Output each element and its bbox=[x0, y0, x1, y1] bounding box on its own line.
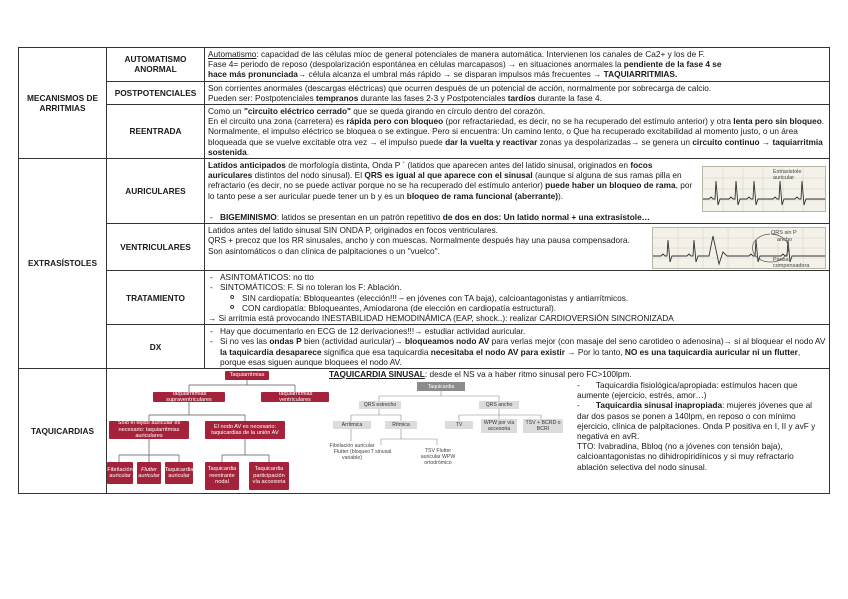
ecg-annotation: Extrasistole auricular bbox=[773, 169, 802, 182]
list-item: - Taquicardia sinusal inapropiada: mujeres jóvenes que al dar dos pasos se ponen a 140lpm, en reposo o con mínimo ejercicio, clínica de palpitaciones. Onda P positiva en I, II y avF y negativa en avR. bbox=[577, 400, 816, 442]
list-item: - SINTOMÁTICOS: F. Si no toleran los F: Ablación. bbox=[208, 282, 826, 292]
ventriculares-cell bbox=[205, 224, 830, 271]
table-row bbox=[19, 369, 830, 494]
flowchart2-node: WPW por vía accesoria bbox=[481, 419, 517, 433]
mecanismos-header: MECANISMOS DE ARRITMIAS bbox=[19, 48, 107, 159]
list-item: o CON cardiopatía: Bbloqueantes, Amiodarona (de elección en cardiopatía estructural). bbox=[208, 303, 826, 313]
ecg-annotation-ancho: ancho bbox=[777, 237, 792, 244]
flowchart-leaf: Taquicardia reentrante nodal bbox=[205, 462, 239, 490]
postpotenciales-label: POSTPOTENCIALES bbox=[107, 81, 205, 104]
dx-text bbox=[205, 325, 830, 369]
tratamiento-text bbox=[205, 271, 830, 325]
flowchart2-node: Arrítmica bbox=[333, 421, 371, 429]
flowchart-leaf: Taquicardia auricular bbox=[165, 462, 193, 484]
table-row bbox=[19, 271, 830, 325]
taquicardias-cell bbox=[107, 369, 830, 494]
flowchart2-connectors bbox=[329, 381, 569, 493]
table-row bbox=[19, 159, 830, 224]
flowchart-node: El nodo AV es necesario: taquicardias de la unión AV bbox=[205, 421, 285, 439]
arrhythmia-notes-table bbox=[18, 47, 830, 494]
extrasistoles-header: EXTRASÍSTOLES bbox=[19, 159, 107, 369]
table-row bbox=[19, 81, 830, 104]
table-row bbox=[19, 224, 830, 271]
ventricular-extrasystole-ecg-image bbox=[652, 227, 826, 269]
flowchart-leaf: Fibrilación auricular bbox=[107, 462, 133, 484]
list-item: - ASINTOMÁTICOS: no tto bbox=[208, 272, 826, 282]
flowchart2-leaf: T sinusal bbox=[370, 449, 392, 456]
table-row bbox=[19, 325, 830, 369]
flowchart2-node: TV bbox=[445, 421, 473, 429]
ecg-annotation-qrs: QRS sin P bbox=[771, 230, 797, 237]
list-item: o SIN cardiopatía: Bbloqueantes (elección!!! – en jóvenes con TA baja), calcioantagonistas y antiarrítmicos. bbox=[208, 293, 826, 303]
reentrada-text: Como un "circuito eléctrico cerrado" que se queda girando en círculo dentro del corazón. En el circuito una zona (carretera) es rápida pero con bloqueo (por refractariedad, es decir, no se ha recuperado del estímulo anterior) y otra lenta pero sin bloqueo. Normalmente, el impulso eléctrico se bloquea o se extingue. Pero si encuentra: Un camino lento, o Que ha recuperado excitabilidad al momento justo, o un área bloqueada que se vuelve excitable otra vez → el impulso puede dar la vuelta y reactivar zonas ya despolarizadas→ se genera un circuito continuo → taquiarritmia sostenida. bbox=[205, 105, 830, 159]
flowchart2-node: Rítmica bbox=[385, 421, 417, 429]
taquicardias-header: TAQUICARDIAS bbox=[19, 369, 107, 494]
flowchart-node: Taquiarritmias bbox=[225, 371, 269, 380]
table-row bbox=[19, 48, 830, 82]
atrial-extrasystole-ecg-image bbox=[702, 166, 826, 212]
flowchart2-leaf: TSV Flutter auricular WPW ortodrómico bbox=[420, 448, 456, 467]
auriculares-cell bbox=[205, 159, 830, 224]
list-item: - Taquicardia fisiológica/apropiada: estímulos hacen que aumente (ejercicio, estrés, amor…) bbox=[577, 380, 798, 401]
flowchart2-node: QRS estrecho bbox=[359, 401, 401, 409]
flowchart2-node: Taquicardia bbox=[417, 382, 465, 391]
list-item: - Hay que documentarlo en ECG de 12 derivaciones!!!→ estudiar actividad auricular. bbox=[208, 326, 826, 336]
auriculares-text: Latidos anticipados de morfología distinta, Onda P ´ (latidos que aparecen antes del latido sinusal, originados en focos auriculares distintos del nodo sinusal). El QRS es igual al que aparece con el sinusal (aunque si alguna de sus ramas pilla en refractario (es decir, no se puede activar porque no se ha recuperado del estímulo anterior) puede haber un bloqueo de rama, por lo tanto pese a ser auricular puede tener un b y es un bloqueo de rama funcional (aberrante)). bbox=[208, 160, 693, 201]
flowchart2-leaf: Fibrilación auricular Flutter (bloqueo variable) bbox=[329, 443, 375, 462]
automatismo-text: Automatismo: capacidad de las células mioc de general potenciales de manera automática. Intervienen los canales de Ca2+ y los de F. Fase 4= periodo de reposo (despolarización espontánea en células marcapasos) → en situaciones anormales la pendiente de la fase 4 se hace más pronunciada→ célula alcanza el umbral más rápido → se disparan impulsos más frecuentes → TAQUIARRITMIAS. bbox=[205, 48, 830, 82]
flowchart-leaf: Taquicardia participación vía accesoria bbox=[249, 462, 289, 490]
list-item: TTO: Ivabradina, Bbloq (no a jóvenes con tensión baja), calcioantagonistas no dihidropiridínicos y si muy refractario ablación selectiva del nodo sinusal. bbox=[577, 441, 794, 472]
auriculares-label: AURICULARES bbox=[107, 159, 205, 224]
list-item: - Si no ves las ondas P bien (actividad auricular)→ bloqueamos nodo AV para verlas mejor (con masaje del seno carotideo o adenosina)→ si al bloquear el nodo AV la taquicardia desaparece significa que esa taquicardia necesitaba el nodo AV para existir → Por lo tanto, NO es una taquicardia auricular ni un flutter, porque esas siguen aunque bloquees el nodo AV. bbox=[208, 336, 826, 367]
bigeminismo-item: - BIGEMINISMO: latidos se presentan en un patrón repetitivo de dos en dos: Un latido normal + una extrasístole… bbox=[208, 212, 826, 222]
list-item: → Si arritmia está provocando INESTABILIDAD HEMODINÁMICA (EAP, shock..): realizar CARDIOVERSIÓN SINCRONIZADA bbox=[208, 313, 674, 324]
reentrada-label: REENTRADA bbox=[107, 105, 205, 159]
taquicardia-sinusal-notes bbox=[577, 380, 817, 472]
flowchart-node: Taquiarritmias supraventriculares bbox=[153, 392, 225, 402]
ventriculares-text: Latidos antes del latido sinusal SIN ONDA P, originados en focos ventriculares. QRS + precoz que los RR sinusales, ancho y con muescas. Normalmente después hay una pausa compensadora. Son asintomáticos o dan clínica de palpitaciones o un "vuelco". bbox=[208, 225, 630, 256]
flowchart-leaf: Flutter auricular bbox=[137, 462, 161, 484]
ventriculares-label: VENTRICULARES bbox=[107, 224, 205, 271]
flowchart-node: Taquiarritmias ventriculares bbox=[261, 392, 329, 402]
postpotenciales-text: Son corrientes anormales (descargas eléctricas) que ocurren después de un potencial de acción, normalmente por sobrecarga de calcio. Pueden ser: Postpotenciales tempranos durante las fases 2-3 y Postpotenciales tardíos durante la fase 4. bbox=[205, 81, 830, 104]
flowchart-node: Solo el tejido auricular es necesario: taquiarritmias auriculares bbox=[109, 421, 189, 439]
flowchart2-node: TSV + BCRD o BCRI bbox=[523, 419, 563, 433]
table-row bbox=[19, 105, 830, 159]
taquicardia-sinusal-title: TAQUICARDIA SINUSAL: desde el NS va a haber ritmo sinusal pero FC>100lpm. bbox=[329, 369, 632, 380]
flowchart2-node: QRS ancho bbox=[479, 401, 519, 409]
ecg-annotation-pausa: Pausa compensadora bbox=[773, 257, 810, 270]
tratamiento-label: TRATAMIENTO bbox=[107, 271, 205, 325]
automatismo-label: AUTOMATISMO ANORMAL bbox=[107, 48, 205, 82]
notes-table-container bbox=[18, 47, 830, 544]
dx-label: DX bbox=[107, 325, 205, 369]
